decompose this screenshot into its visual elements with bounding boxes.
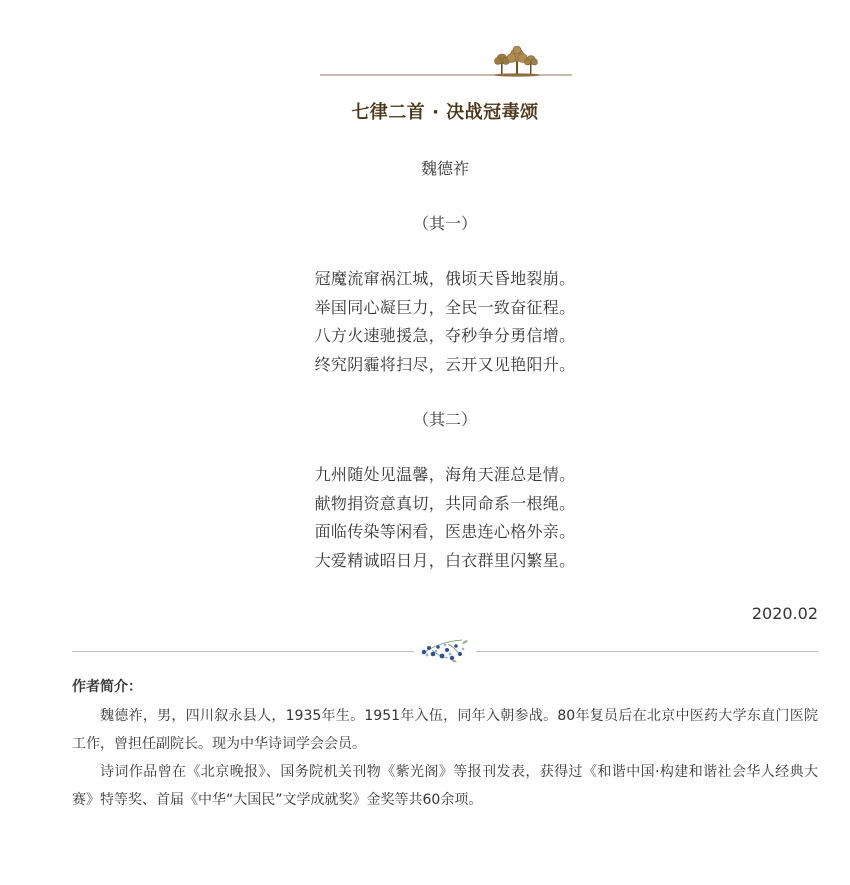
divider-line-right: [476, 651, 818, 652]
poem-stanza: [0, 461, 850, 575]
poem-section-heading: （其二）: [412, 410, 477, 429]
author-bio: [72, 702, 818, 814]
bio-paragraph: 魏德祚，男，四川叙永县人，1935年生。1951年入伍，同年入朝参战。80年复员后在北京中医药大学东直门医院工作，曾担任副院长。现为中华诗词学会会员。: [72, 708, 818, 752]
poem-line: 终究阴霾将扫尽，云开又见艳阳升。: [314, 354, 576, 374]
poem-date: 2020.02: [751, 604, 818, 623]
poem-title: 七律二首 · 决战冠毒颂: [351, 102, 539, 123]
bio-paragraph: 诗词作品曾在《北京晚报》、国务院机关刊物《紫光阁》等报刊发表，获得过《和谐中国·构建和谐社会华人经典大赛》特等奖、首届《中华“大国民”文学成就奖》金奖等共60余项。: [72, 764, 818, 808]
blue-flowers-ornament-icon: [418, 634, 472, 664]
poem-line: 九州随处见温馨，海角天涯总是情。: [314, 465, 576, 484]
poem-line: 大爱精诚昭日月，白衣群里闪繁星。: [314, 550, 576, 570]
poem-line: 举国同心凝巨力，全民一致奋征程。: [314, 297, 576, 317]
divider-line-left: [72, 651, 414, 652]
bio-label: 作者简介：: [72, 679, 142, 695]
poem-line: 面临传染等闲看，医患连心格外亲。: [314, 522, 576, 541]
poem-line: 献物捐资意真切，共同命系一根绳。: [314, 493, 576, 513]
poem-section-heading: （其一）: [412, 214, 477, 233]
poem-stanza: [0, 265, 850, 379]
trees-ornament-icon: [320, 46, 572, 78]
poem-line: 八方火速驰援急，夺秒争分勇信增。: [314, 326, 576, 345]
poem-author: 魏德祚: [420, 159, 469, 178]
poem-line: 冠魔流窜祸江城，俄顷天昏地裂崩。: [314, 269, 576, 288]
